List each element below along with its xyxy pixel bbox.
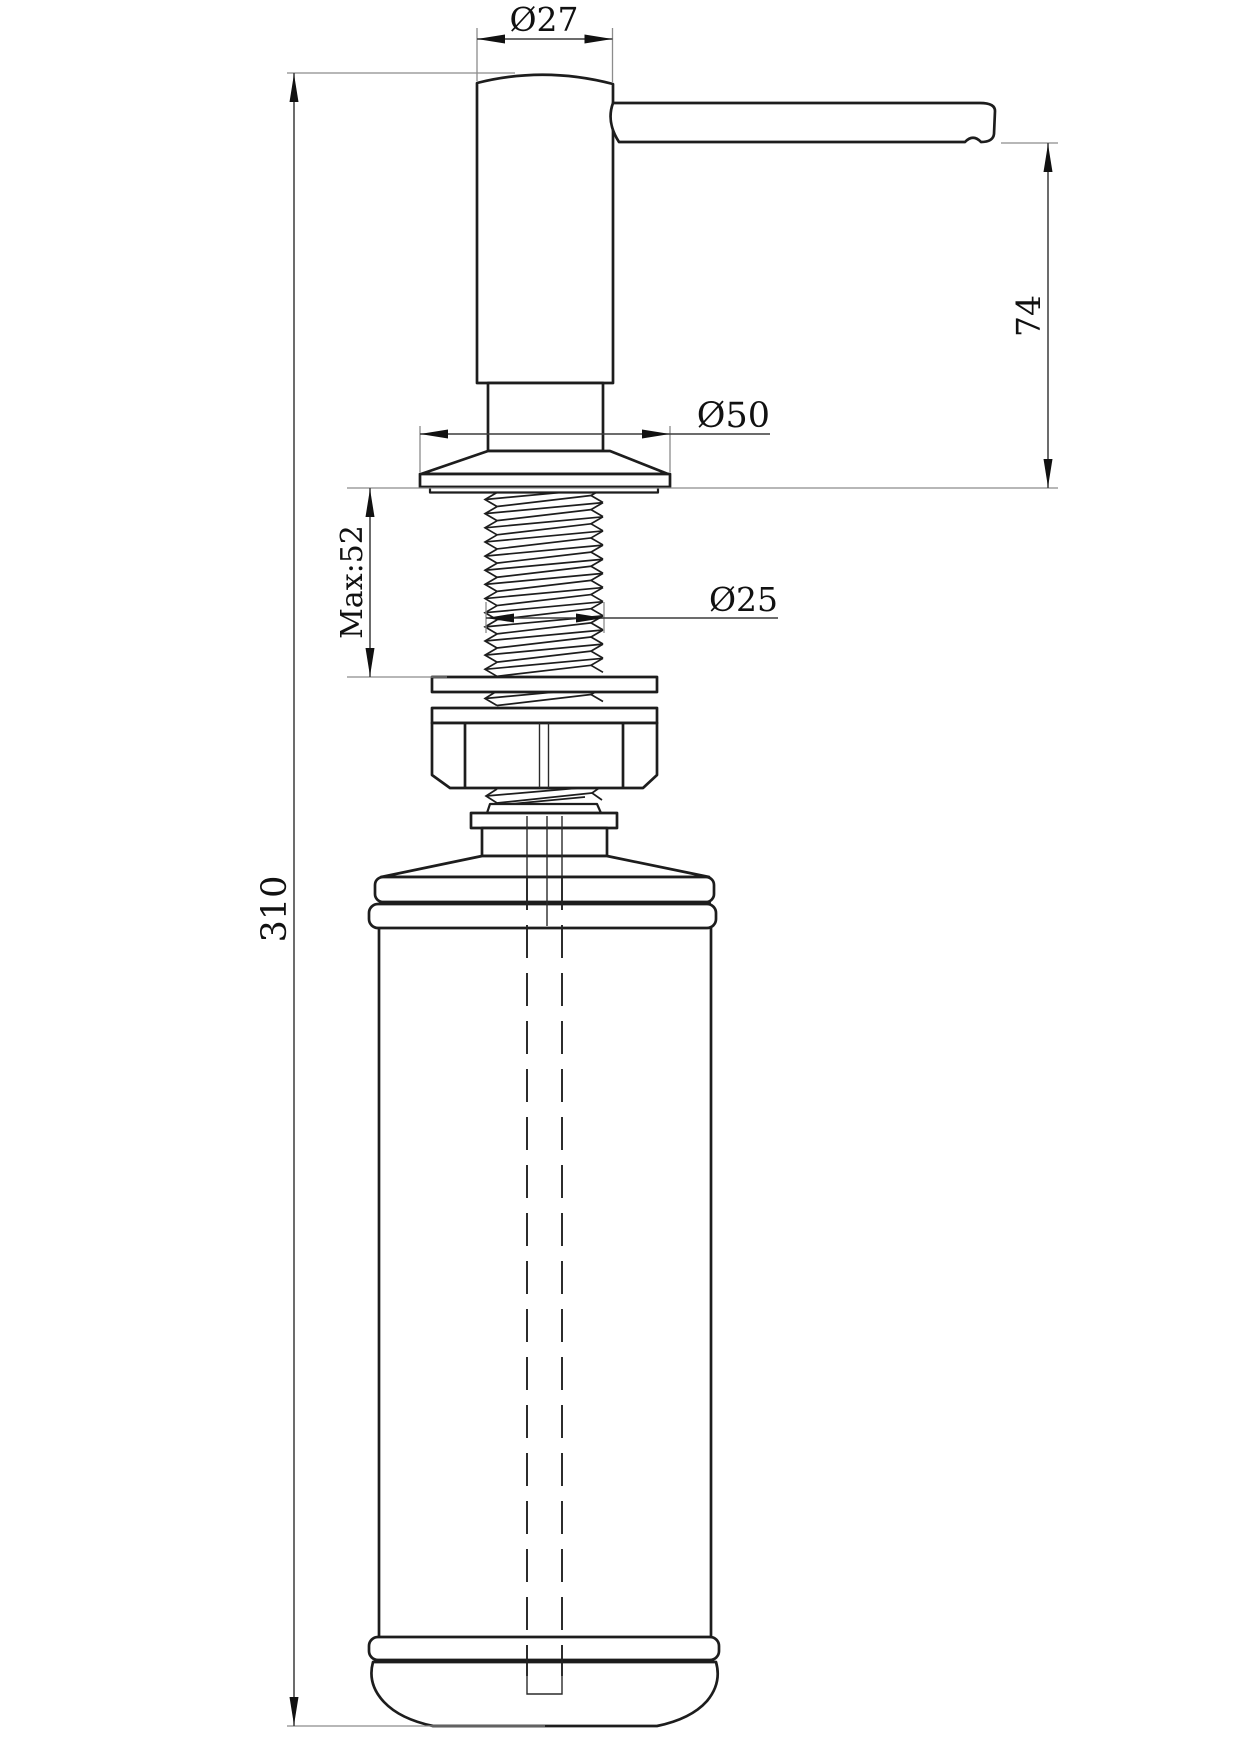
dim-label-max-mount-thickness: Max:52 bbox=[335, 525, 370, 639]
flange-cone bbox=[421, 451, 668, 474]
arrowhead-bottom bbox=[290, 1697, 299, 1725]
bottle-base-bead bbox=[369, 1637, 719, 1660]
arrowhead-left bbox=[420, 430, 448, 439]
mounting-washer bbox=[432, 677, 657, 692]
dim-head-diameter bbox=[477, 0, 613, 82]
dip-tube bbox=[527, 816, 562, 1694]
bottle-neck-bead-lower bbox=[369, 904, 716, 928]
arrowhead-left bbox=[477, 35, 505, 44]
bottle-neck-bead-upper bbox=[375, 877, 714, 902]
dim-spout-height bbox=[1001, 143, 1058, 488]
arrowhead-right bbox=[585, 35, 613, 44]
bottle-neck-collar bbox=[471, 813, 617, 828]
deck-flange bbox=[420, 451, 670, 493]
arrowhead-top bbox=[1044, 144, 1053, 172]
dim-label-spout-height: 74 bbox=[1009, 295, 1048, 337]
bottle-shoulder bbox=[381, 856, 709, 877]
arrowhead-top bbox=[290, 74, 299, 102]
dim-label-overall-height: 310 bbox=[255, 875, 295, 943]
pump-neck bbox=[488, 383, 603, 451]
dim-label-flange-diameter: Ø50 bbox=[696, 396, 770, 436]
arrowhead-bottom bbox=[1044, 459, 1053, 487]
pump-spout bbox=[611, 103, 995, 142]
dim-label-thread-diameter: Ø25 bbox=[708, 580, 778, 619]
arrowhead-right bbox=[576, 614, 604, 623]
dim-label-head-diameter: Ø27 bbox=[509, 0, 579, 39]
arrowhead-right bbox=[642, 430, 670, 439]
pump-head-body bbox=[477, 75, 613, 383]
nut-flange bbox=[432, 708, 657, 723]
arrowhead-top bbox=[366, 489, 375, 517]
bottle-neck-cylinder bbox=[482, 828, 607, 856]
flange-rim bbox=[420, 474, 670, 487]
dim-max-mount-thickness bbox=[335, 488, 1058, 677]
arrowhead-bottom bbox=[366, 648, 375, 676]
pump-thread-upper bbox=[485, 489, 603, 677]
